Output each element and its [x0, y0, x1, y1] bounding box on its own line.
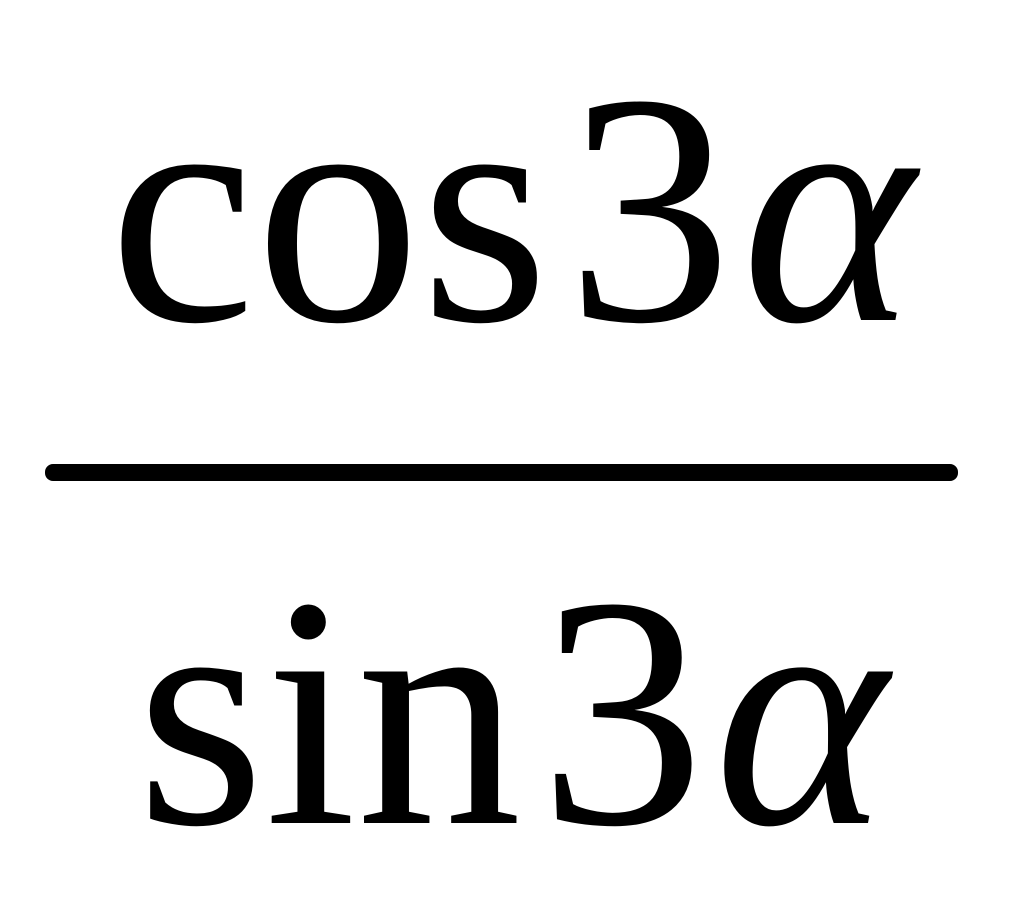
numerator-expression — [108, 27, 916, 392]
fraction-denominator — [0, 530, 1024, 895]
denominator-function: sin — [136, 530, 522, 895]
fraction-numerator — [0, 27, 1024, 392]
denominator-coefficient: 3 — [539, 530, 705, 895]
denominator-expression — [136, 530, 888, 895]
numerator-function: cos — [108, 27, 549, 392]
fraction-bar — [45, 464, 958, 481]
denominator-variable: α — [714, 530, 888, 895]
numerator-variable: α — [741, 27, 916, 392]
numerator-coefficient: 3 — [566, 27, 732, 392]
